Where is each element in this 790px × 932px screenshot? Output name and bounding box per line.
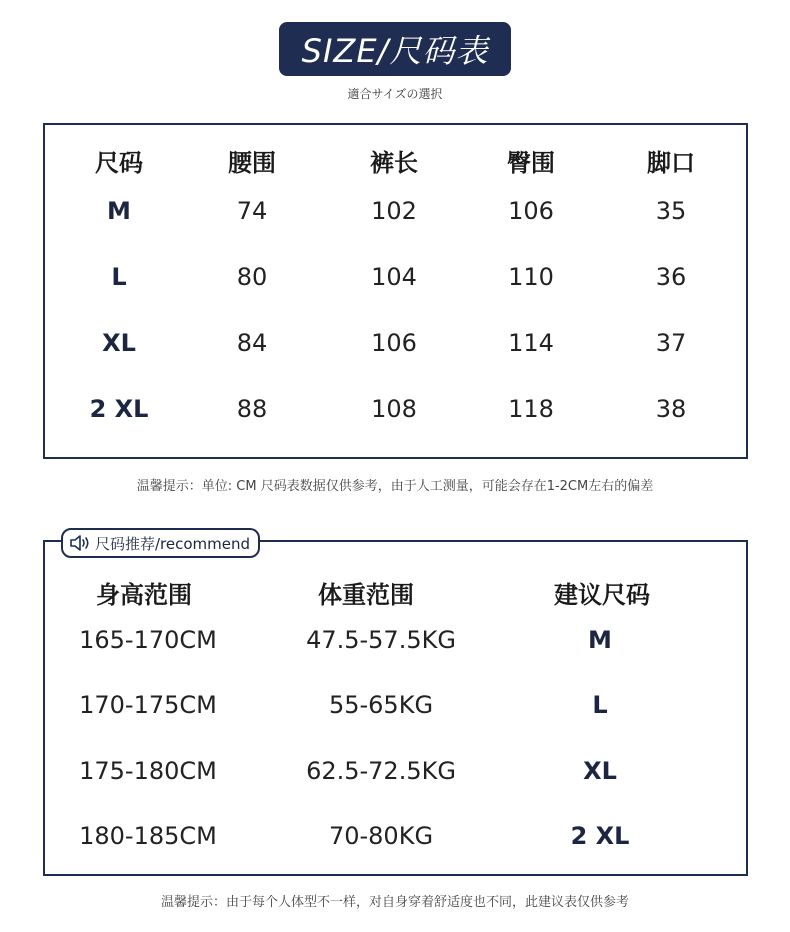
waist-cell: 80: [236, 263, 268, 291]
size-cell: M: [107, 197, 131, 225]
size-table-row: [45, 257, 746, 297]
recommend-header-cell: 体重范围: [318, 581, 414, 609]
recommend-header-row: [45, 575, 746, 615]
size-cell: 2 XL: [89, 395, 149, 423]
waist-cell: 84: [236, 329, 268, 357]
suggested-size-cell: 2 XL: [570, 822, 630, 850]
size-header-cell: 尺码: [95, 149, 143, 177]
suggested-size-cell: XL: [583, 757, 617, 785]
size-cell: L: [111, 263, 127, 291]
size-note: 温馨提示：单位: CM 尺码表数据仅供参考，由于人工测量，可能会存在1-2CM左右的偏差: [136, 479, 654, 494]
recommend-row: [45, 816, 746, 856]
size-table-row: [45, 389, 746, 429]
size-header-cell: 腰围: [228, 149, 276, 177]
recommend-row: [45, 751, 746, 791]
height-cell: 180-185CM: [79, 822, 217, 850]
recommend-row: [45, 685, 746, 725]
size-header-cell: 臀围: [507, 149, 555, 177]
size-chart-table: [43, 123, 748, 459]
length-cell: 102: [371, 197, 417, 225]
recommend-table: [43, 540, 748, 876]
height-cell: 165-170CM: [79, 626, 217, 654]
hem-cell: 38: [655, 395, 687, 423]
hip-cell: 106: [508, 197, 554, 225]
weight-cell: 47.5-57.5KG: [306, 626, 456, 654]
hip-cell: 118: [508, 395, 554, 423]
waist-cell: 88: [236, 395, 268, 423]
recommend-row: [45, 620, 746, 660]
recommend-tag: [61, 528, 260, 558]
height-cell: 175-180CM: [79, 757, 217, 785]
page-title: SIZE/尺码表: [301, 32, 489, 70]
hip-cell: 114: [508, 329, 554, 357]
size-table-header-row: [45, 143, 746, 183]
weight-cell: 55-65KG: [328, 691, 434, 719]
weight-cell: 70-80KG: [328, 822, 434, 850]
speaker-icon: [69, 535, 91, 551]
recommend-note: 温馨提示：由于每个人体型不一样，对自身穿着舒适度也不同，此建议表仅供参考: [160, 895, 629, 910]
hip-cell: 110: [508, 263, 554, 291]
hem-cell: 37: [655, 329, 687, 357]
suggested-size-cell: M: [588, 626, 612, 654]
size-header-cell: 脚口: [647, 149, 695, 177]
size-cell: XL: [102, 329, 136, 357]
page-subtitle: 適合サイズの選択: [347, 87, 443, 101]
recommend-header-cell: 身高范围: [96, 581, 192, 609]
weight-cell: 62.5-72.5KG: [306, 757, 456, 785]
hem-cell: 35: [655, 197, 687, 225]
size-header-cell: 裤长: [370, 149, 418, 177]
hem-cell: 36: [655, 263, 687, 291]
length-cell: 106: [371, 329, 417, 357]
height-cell: 170-175CM: [79, 691, 217, 719]
size-table-row: [45, 323, 746, 363]
recommend-tag-label: 尺码推荐/recommend: [95, 534, 251, 553]
title-badge: [279, 22, 511, 76]
length-cell: 104: [371, 263, 417, 291]
recommend-header-cell: 建议尺码: [554, 581, 650, 609]
length-cell: 108: [371, 395, 417, 423]
suggested-size-cell: L: [592, 691, 608, 719]
size-table-row: [45, 191, 746, 231]
waist-cell: 74: [236, 197, 268, 225]
